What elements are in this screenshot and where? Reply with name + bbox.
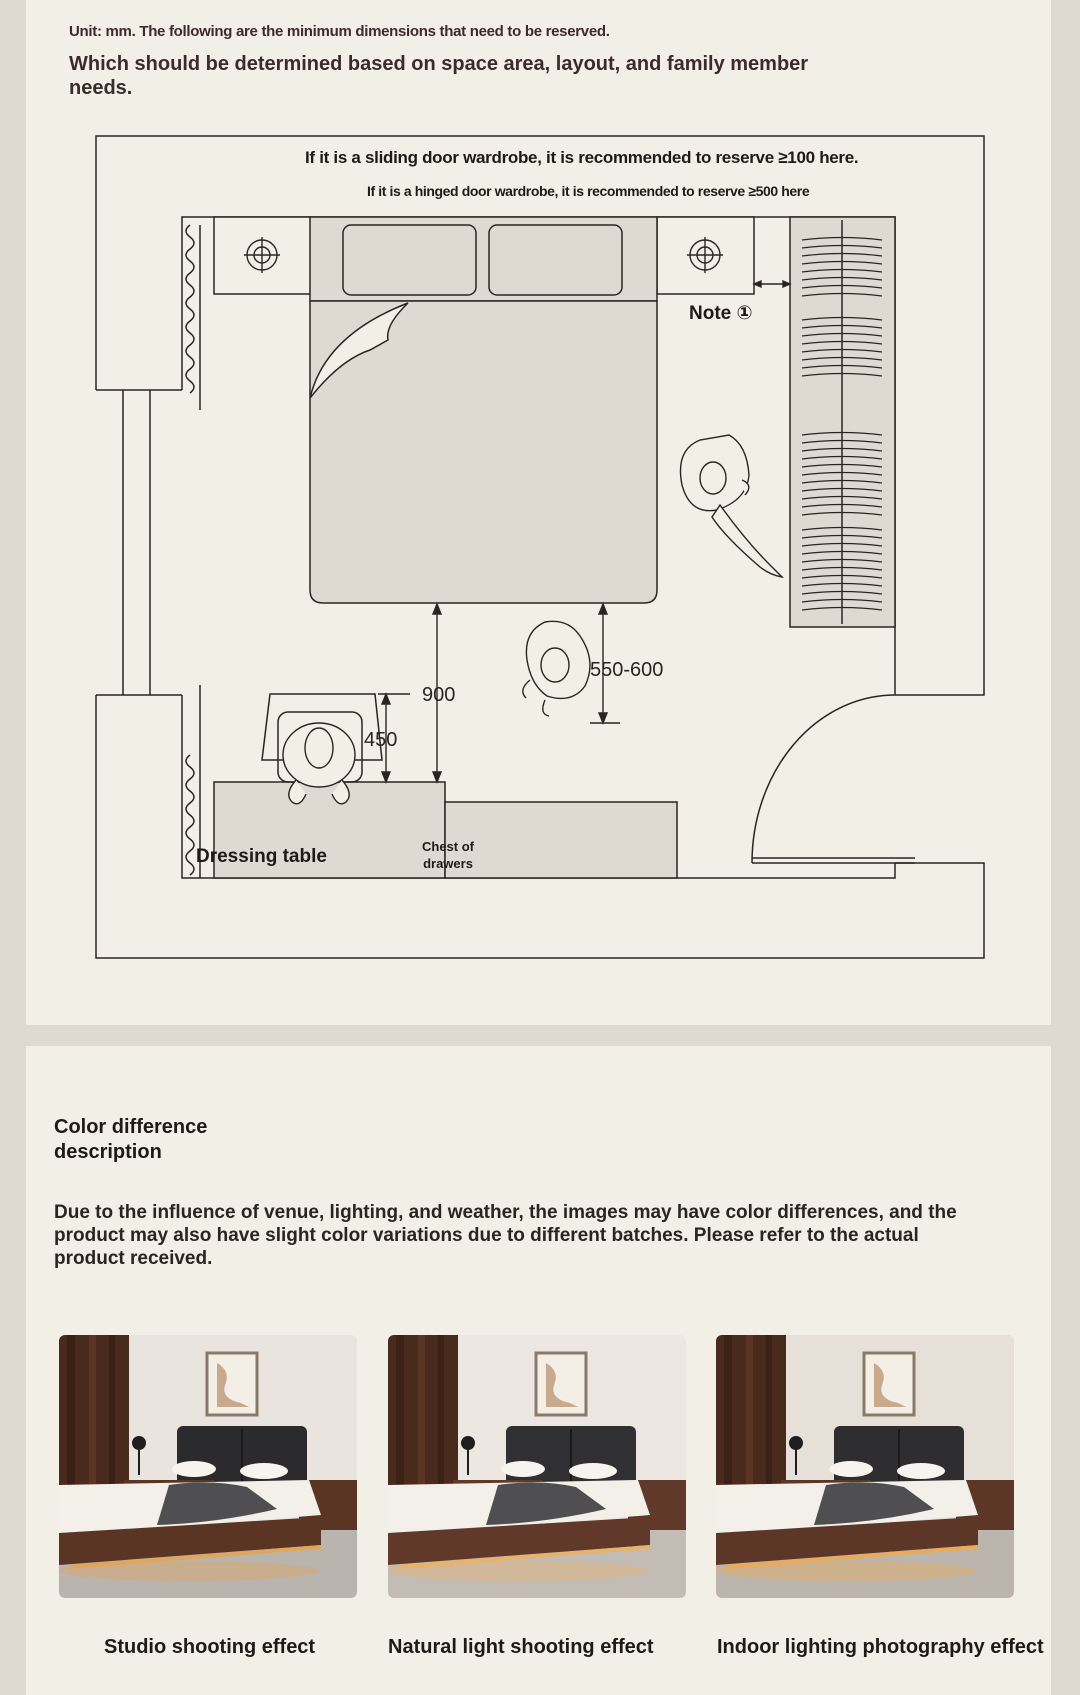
window xyxy=(96,390,182,695)
caption-studio: Studio shooting effect xyxy=(104,1636,316,1658)
pillow-left xyxy=(343,225,476,295)
dimension-450: 450 xyxy=(364,729,398,751)
bed-photo-indoor-lighting xyxy=(716,1335,1014,1598)
person-standing-wardrobe xyxy=(680,435,782,577)
sliding-door-note: If it is a sliding door wardrobe, it is recommended to reserve ≥100 here. xyxy=(305,148,859,167)
caption-indoor-lighting: Indoor lighting photography effect xyxy=(717,1636,1044,1658)
note-label: Note ① xyxy=(689,303,753,324)
person-standing-center xyxy=(523,621,590,716)
color-difference-description: Due to the influence of venue, lighting, and weather, the images may have color differences, and the product may also have slight color variations due to different batches. Please refer to the actual product received. xyxy=(54,1202,957,1269)
dimension-550-600: 550-600 xyxy=(590,659,664,681)
determine-note: Which should be determined based on space area, layout, and family member needs. xyxy=(69,53,809,99)
caption-natural-light: Natural light shooting effect xyxy=(388,1636,654,1658)
bed-photo-studio xyxy=(59,1335,357,1598)
bed-photo-natural-light xyxy=(388,1335,686,1598)
curtain-top xyxy=(186,225,200,410)
door-swing xyxy=(752,695,895,863)
chest-of-drawers xyxy=(445,802,677,878)
dimension-900: 900 xyxy=(422,684,456,706)
chest-of-drawers-label: Chest of drawers xyxy=(422,839,474,871)
hinged-door-note: If it is a hinged door wardrobe, it is recommended to reserve ≥500 here xyxy=(367,183,810,199)
dressing-table-label: Dressing table xyxy=(196,846,327,867)
unit-note: Unit: mm. The following are the minimum dimensions that need to be reserved. xyxy=(69,23,610,40)
pillow-right xyxy=(489,225,622,295)
color-difference-title: Color difference description xyxy=(54,1116,208,1163)
